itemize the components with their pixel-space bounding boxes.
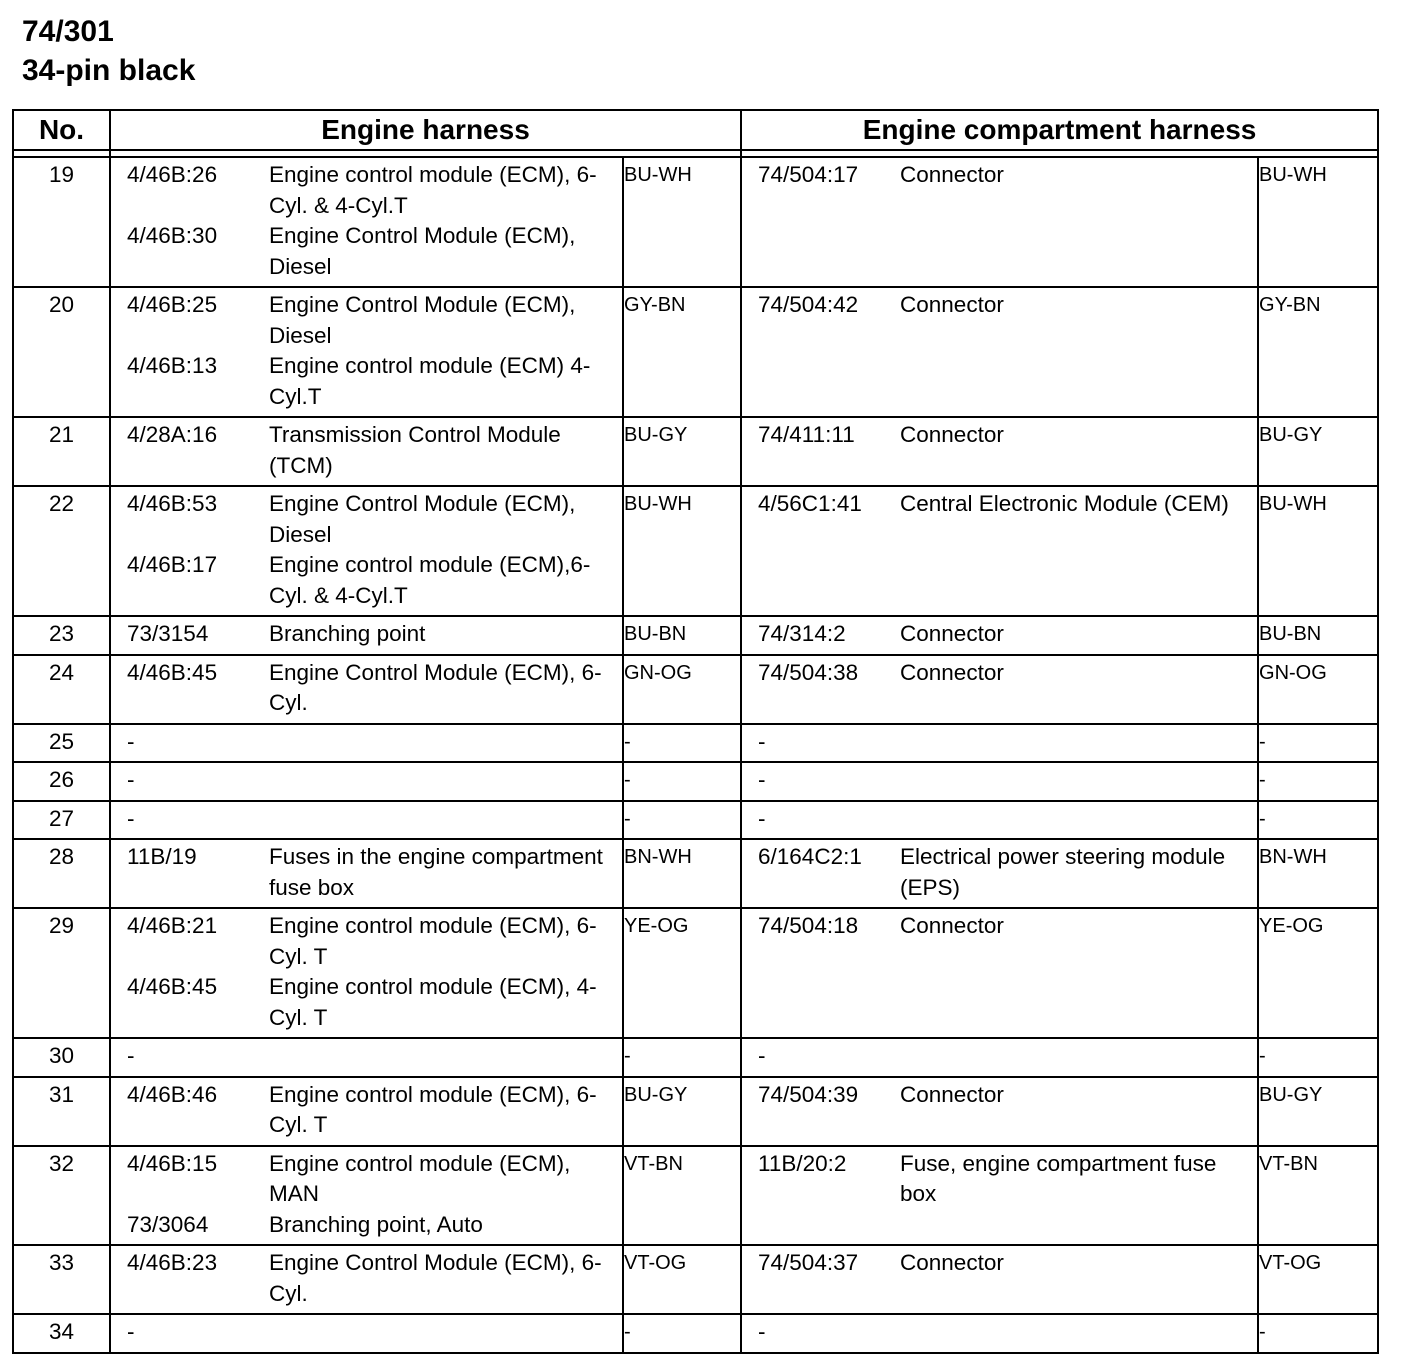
compartment-entry <box>742 489 1257 520</box>
engine-entry <box>111 804 622 835</box>
compartment-harness-cell <box>741 655 1258 724</box>
engine-wire-color: - <box>623 801 741 840</box>
table-row <box>13 908 1378 1038</box>
title-block <box>22 12 195 90</box>
header-engine-harness: Engine harness <box>110 110 741 150</box>
compartment-entry <box>742 804 1257 835</box>
compartment-entry <box>742 619 1257 650</box>
compartment-entry <box>742 420 1257 451</box>
compartment-entry <box>742 842 1257 903</box>
compartment-ref: 74/504:18 <box>758 913 859 938</box>
engine-desc: Fuses in the engine compartment fuse box <box>269 844 603 900</box>
header-row <box>13 110 1378 150</box>
pin-number: 33 <box>13 1245 110 1314</box>
compartment-entry <box>742 1080 1257 1111</box>
compartment-entry <box>742 290 1257 321</box>
compartment-wire-color: GN-OG <box>1258 655 1378 724</box>
compartment-desc: Connector <box>900 1250 1004 1275</box>
pin-number: 31 <box>13 1077 110 1146</box>
compartment-harness-cell <box>741 801 1258 840</box>
table-row <box>13 762 1378 801</box>
engine-wire-color: - <box>623 724 741 763</box>
compartment-ref: 6/164C2:1 <box>758 844 862 869</box>
engine-entry <box>111 765 622 796</box>
compartment-wire-color: BN-WH <box>1258 839 1378 908</box>
engine-harness-cell <box>110 1245 623 1314</box>
compartment-ref: - <box>758 805 766 831</box>
engine-entry <box>111 842 622 903</box>
pin-number: 34 <box>13 1314 110 1353</box>
compartment-entry <box>742 1317 1257 1348</box>
engine-entry <box>111 221 622 282</box>
engine-desc: Engine control module (ECM), 6-Cyl. T <box>269 1081 597 1137</box>
compartment-desc: Connector <box>900 292 1004 317</box>
engine-ref: 4/46B:45 <box>127 974 218 999</box>
compartment-desc <box>900 1041 1257 1072</box>
compartment-desc <box>900 804 1257 835</box>
engine-entry <box>111 420 622 481</box>
engine-ref: 4/46B:21 <box>127 913 218 938</box>
compartment-ref: 74/504:17 <box>758 162 859 187</box>
engine-entry <box>111 1149 622 1210</box>
table-row <box>13 1314 1378 1353</box>
engine-wire-color: BU-WH <box>623 157 741 287</box>
compartment-wire-color: - <box>1258 1038 1378 1077</box>
compartment-harness-cell <box>741 1038 1258 1077</box>
engine-harness-cell <box>110 1314 623 1353</box>
engine-harness-cell <box>110 486 623 616</box>
table-row <box>13 801 1378 840</box>
compartment-ref: 74/504:37 <box>758 1250 859 1275</box>
engine-ref: 4/46B:25 <box>127 292 218 317</box>
compartment-harness-cell <box>741 1245 1258 1314</box>
compartment-desc: Connector <box>900 1081 1004 1107</box>
engine-entry <box>111 619 622 650</box>
pin-rows <box>13 157 1378 1353</box>
engine-entry <box>111 1080 622 1141</box>
pin-number: 25 <box>13 724 110 763</box>
engine-entry <box>111 1210 622 1241</box>
engine-wire-color: BU-BN <box>623 616 741 655</box>
compartment-entry <box>742 1248 1257 1279</box>
header-gap <box>13 150 1378 157</box>
table-row <box>13 655 1378 724</box>
compartment-wire-color: - <box>1258 762 1378 801</box>
engine-wire-color: VT-OG <box>623 1245 741 1314</box>
engine-wire-color: GN-OG <box>623 655 741 724</box>
table-row <box>13 839 1378 908</box>
compartment-entry <box>742 658 1257 689</box>
engine-desc: Engine Control Module (ECM), Diesel <box>269 491 576 547</box>
compartment-harness-cell <box>741 1314 1258 1353</box>
compartment-harness-cell <box>741 157 1258 287</box>
compartment-desc: Connector <box>900 659 1004 685</box>
pin-number: 24 <box>13 655 110 724</box>
engine-desc: Engine control module (ECM), 6-Cyl. & 4-Cyl.T <box>269 162 597 218</box>
engine-harness-cell <box>110 616 623 655</box>
compartment-wire-color: VT-OG <box>1258 1245 1378 1314</box>
engine-entry <box>111 550 622 611</box>
engine-entry <box>111 351 622 412</box>
engine-harness-cell <box>110 287 623 417</box>
table-row <box>13 1077 1378 1146</box>
compartment-wire-color: BU-WH <box>1258 157 1378 287</box>
engine-wire-color: - <box>623 1314 741 1353</box>
engine-ref: 73/3154 <box>127 621 209 646</box>
compartment-ref: 74/411:11 <box>758 422 855 447</box>
engine-desc <box>269 1041 622 1072</box>
compartment-harness-cell <box>741 287 1258 417</box>
engine-entry <box>111 160 622 221</box>
engine-desc: Branching point, Auto <box>269 1211 483 1237</box>
engine-desc: Engine Control Module (ECM), 6-Cyl. <box>269 659 602 715</box>
engine-desc <box>269 727 622 758</box>
engine-harness-cell <box>110 762 623 801</box>
pin-number: 32 <box>13 1146 110 1246</box>
compartment-wire-color: VT-BN <box>1258 1146 1378 1246</box>
engine-wire-color: BU-GY <box>623 1077 741 1146</box>
engine-desc: Engine Control Module (ECM), Diesel <box>269 292 576 348</box>
compartment-ref: 74/504:42 <box>758 292 859 317</box>
compartment-entry <box>742 911 1257 942</box>
engine-wire-color: VT-BN <box>623 1146 741 1246</box>
engine-ref: 4/46B:26 <box>127 162 218 187</box>
compartment-wire-color: - <box>1258 1314 1378 1353</box>
pin-number: 19 <box>13 157 110 287</box>
pin-number: 23 <box>13 616 110 655</box>
engine-entry <box>111 1248 622 1309</box>
engine-entry <box>111 658 622 719</box>
engine-entry <box>111 1317 622 1348</box>
table-row <box>13 1245 1378 1314</box>
engine-ref: - <box>127 728 135 754</box>
connector-id: 74/301 <box>22 15 114 48</box>
pin-number: 30 <box>13 1038 110 1077</box>
compartment-entry <box>742 1149 1257 1210</box>
engine-ref: 4/46B:23 <box>127 1250 218 1275</box>
engine-entry <box>111 489 622 550</box>
pin-number: 22 <box>13 486 110 616</box>
compartment-harness-cell <box>741 616 1258 655</box>
compartment-harness-cell <box>741 762 1258 801</box>
engine-desc: Engine control module (ECM) 4-Cyl.T <box>269 353 591 409</box>
compartment-wire-color: - <box>1258 724 1378 763</box>
compartment-harness-cell <box>741 486 1258 616</box>
compartment-desc: Connector <box>900 162 1004 187</box>
compartment-harness-cell <box>741 417 1258 486</box>
engine-wire-color: - <box>623 762 741 801</box>
pin-number: 21 <box>13 417 110 486</box>
compartment-entry <box>742 727 1257 758</box>
engine-wire-color: BU-WH <box>623 486 741 616</box>
compartment-desc <box>900 1317 1257 1348</box>
engine-desc: Transmission Control Module (TCM) <box>269 422 561 478</box>
compartment-entry <box>742 1041 1257 1072</box>
engine-ref: - <box>127 805 135 831</box>
table-row <box>13 724 1378 763</box>
engine-wire-color: BU-GY <box>623 417 741 486</box>
compartment-wire-color: YE-OG <box>1258 908 1378 1038</box>
compartment-desc: Connector <box>900 913 1004 938</box>
compartment-wire-color: BU-GY <box>1258 417 1378 486</box>
compartment-desc: Fuse, engine compartment fuse box <box>900 1150 1217 1206</box>
engine-harness-cell <box>110 908 623 1038</box>
header-no: No. <box>13 110 110 150</box>
compartment-ref: - <box>758 728 766 754</box>
engine-ref: 4/46B:53 <box>127 491 218 516</box>
compartment-harness-cell <box>741 1077 1258 1146</box>
compartment-entry <box>742 160 1257 191</box>
engine-desc: Engine Control Module (ECM), Diesel <box>269 223 576 279</box>
engine-harness-cell <box>110 157 623 287</box>
engine-harness-cell <box>110 801 623 840</box>
engine-ref: 73/3064 <box>127 1211 209 1237</box>
compartment-ref: 4/56C1:41 <box>758 491 862 516</box>
engine-ref: 4/46B:13 <box>127 353 218 378</box>
compartment-wire-color: BU-GY <box>1258 1077 1378 1146</box>
compartment-harness-cell <box>741 839 1258 908</box>
engine-harness-cell <box>110 1038 623 1077</box>
engine-entry <box>111 972 622 1033</box>
pin-number: 26 <box>13 762 110 801</box>
engine-ref: 4/28A:16 <box>127 422 218 447</box>
compartment-harness-cell <box>741 724 1258 763</box>
compartment-desc <box>900 727 1257 758</box>
compartment-desc: Electrical power steering module (EPS) <box>900 844 1226 900</box>
pin-number: 20 <box>13 287 110 417</box>
engine-wire-color: - <box>623 1038 741 1077</box>
engine-desc: Branching point <box>269 621 426 646</box>
compartment-desc: Connector <box>900 621 1004 646</box>
table-row <box>13 287 1378 417</box>
pin-number: 27 <box>13 801 110 840</box>
table-row <box>13 157 1378 287</box>
engine-wire-color: YE-OG <box>623 908 741 1038</box>
engine-harness-cell <box>110 724 623 763</box>
table-row <box>13 616 1378 655</box>
compartment-entry <box>742 765 1257 796</box>
engine-ref: 4/46B:45 <box>127 659 218 685</box>
engine-entry <box>111 290 622 351</box>
engine-ref: 11B/19 <box>127 844 197 869</box>
pin-number: 28 <box>13 839 110 908</box>
table-row <box>13 1038 1378 1077</box>
compartment-ref: 74/504:38 <box>758 659 859 685</box>
engine-wire-color: BN-WH <box>623 839 741 908</box>
engine-desc: Engine Control Module (ECM), 6-Cyl. <box>269 1250 602 1306</box>
engine-desc: Engine control module (ECM), 6-Cyl. T <box>269 913 597 969</box>
engine-ref: 4/46B:15 <box>127 1150 218 1176</box>
engine-desc <box>269 804 622 835</box>
table-row <box>13 486 1378 616</box>
engine-entry <box>111 911 622 972</box>
compartment-harness-cell <box>741 908 1258 1038</box>
engine-ref: 4/46B:46 <box>127 1081 218 1107</box>
table-row <box>13 417 1378 486</box>
pin-number: 29 <box>13 908 110 1038</box>
compartment-harness-cell <box>741 1146 1258 1246</box>
engine-ref: - <box>127 767 135 792</box>
engine-entry <box>111 1041 622 1072</box>
pin-table <box>12 109 1379 1354</box>
compartment-wire-color: BU-BN <box>1258 616 1378 655</box>
compartment-ref: - <box>758 1043 766 1068</box>
connector-description: 34-pin black <box>22 54 196 87</box>
compartment-ref: 11B/20:2 <box>758 1150 847 1176</box>
compartment-wire-color: BU-WH <box>1258 486 1378 616</box>
engine-desc: Engine control module (ECM), MAN <box>269 1150 571 1206</box>
engine-desc: Engine control module (ECM), 4-Cyl. T <box>269 974 597 1030</box>
header-compartment-harness: Engine compartment harness <box>741 110 1378 150</box>
engine-ref: 4/46B:17 <box>127 552 218 577</box>
engine-ref: - <box>127 1043 135 1068</box>
compartment-wire-color: GY-BN <box>1258 287 1378 417</box>
engine-harness-cell <box>110 1146 623 1246</box>
engine-desc <box>269 765 622 796</box>
engine-harness-cell <box>110 1077 623 1146</box>
compartment-ref: - <box>758 1319 766 1344</box>
engine-harness-cell <box>110 655 623 724</box>
engine-desc <box>269 1317 622 1348</box>
compartment-ref: 74/504:39 <box>758 1081 859 1107</box>
engine-desc: Engine control module (ECM),6-Cyl. & 4-Cyl.T <box>269 552 591 608</box>
engine-harness-cell <box>110 417 623 486</box>
engine-harness-cell <box>110 839 623 908</box>
engine-ref: - <box>127 1319 135 1344</box>
compartment-desc <box>900 765 1257 796</box>
compartment-desc: Central Electronic Module (CEM) <box>900 491 1229 516</box>
compartment-ref: - <box>758 767 766 792</box>
engine-wire-color: GY-BN <box>623 287 741 417</box>
engine-entry <box>111 727 622 758</box>
table-row <box>13 1146 1378 1246</box>
compartment-desc: Connector <box>900 422 1004 447</box>
compartment-ref: 74/314:2 <box>758 621 846 646</box>
engine-ref: 4/46B:30 <box>127 223 218 248</box>
compartment-wire-color: - <box>1258 801 1378 840</box>
